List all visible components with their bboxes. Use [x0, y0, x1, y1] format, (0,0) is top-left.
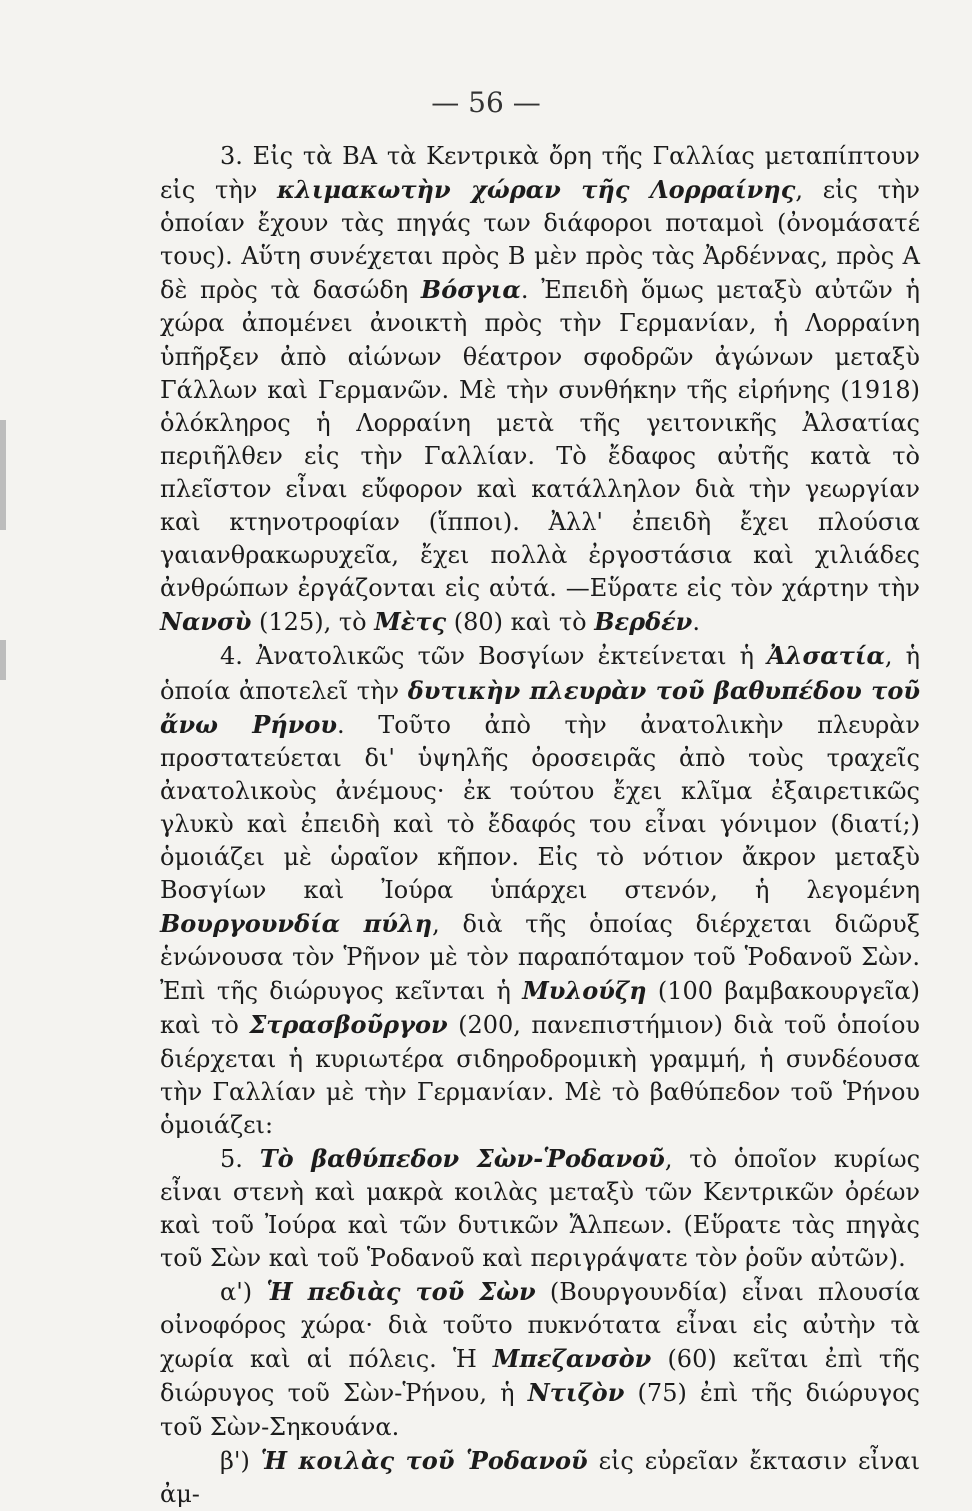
- body-text: [160, 140, 920, 1511]
- text-run: . Ἐπειδὴ ὅμως μεταξὺ αὐτῶν ἡ χώρα ἀπομένει ἀνοικτὴ πρὸς τὴν Γερμανίαν, ἡ Λορραίνη ὑπῆρξεν ἀπὸ αἰώνων θέατρον σφοδρῶν ἀγώνων μεταξὺ Γάλλων καὶ Γερμανῶν. Μὲ τὴν συνθήκην τῆς εἰρήνης (1918) ὁλόκληρος ἡ Λορραίνη μετὰ τῆς γειτονικῆς Ἀλσατίας περιῆλθεν εἰς τὴν Γαλλίαν. Τὸ ἔδαφος αὐτῆς κατὰ τὸ πλεῖστον εἶναι εὔφορον καὶ κατάλληλον διὰ τὴν γεωργίαν καὶ κτηνοτροφίαν (ἵπποι). Ἀλλ' ἐπειδὴ ἔχει πλούσια γαιανθρακωρυχεῖα, ἔχει πολλὰ ἐργοστάσια καὶ χιλιάδες ἀνθρώπων ἐργάζονται εἰς αὐτά. —Εὕρατε εἰς τὸν χάρτην τὴν: [160, 276, 920, 603]
- emphasized-term: Βερδέν: [594, 607, 693, 637]
- text-run: 4. Ἀνατολικῶς τῶν Βοσγίων ἐκτείνεται ἡ: [220, 642, 768, 671]
- text-run: (200, πανεπιστήμιον) διὰ τοῦ ὁποίου διέρχεται ἡ κυριωτέρα σιδηροδρομικὴ γραμμή, ἡ συνδέουσα τὴν Γαλλίαν μὲ τὴν Γερμανίαν. Μὲ τὸ βαθύπεδον τοῦ Ῥήνου ὁμοιάζει:: [160, 1011, 920, 1139]
- scan-edge-mark: [0, 640, 6, 680]
- emphasized-term: δυτικὴν πλευρὰν τοῦ βαθυπέδου τοῦ ἄνω Ρήνου: [160, 675, 920, 739]
- text-run: , εἰς τὴν ὁποίαν ἔχουν τὰς πηγάς των διάφοροι ποταμοὶ (ὀνομάσατέ τους). Αὕτη συνέχεται πρὸς Β μὲν πρὸς τὰς Ἀρδέννας, πρὸς Α δὲ πρὸς τὰ δασώδη: [160, 176, 920, 305]
- emphasized-term: κλιμακωτὴν χώραν τῆς Λορραίνης: [277, 175, 796, 205]
- paragraph: [160, 140, 920, 639]
- text-run: (80) καὶ τὸ: [446, 608, 595, 637]
- emphasized-term: Ἡ πεδιὰς τοῦ Σὼν: [266, 1277, 536, 1307]
- emphasized-term: Νανσὺ: [160, 607, 252, 637]
- emphasized-term: Μπεζανσὸν: [492, 1344, 652, 1374]
- text-run: 5.: [220, 1144, 260, 1173]
- text-run: β'): [220, 1446, 261, 1475]
- emphasized-term: Ἡ κοιλὰς τοῦ Ῥοδανοῦ: [260, 1445, 588, 1475]
- text-run: εἰς εὐρεῖαν ἔκτασιν εἶναι ἀμ-: [160, 1446, 921, 1508]
- scan-edge-mark: [0, 420, 6, 530]
- emphasized-term: Μυλούζη: [522, 976, 647, 1006]
- emphasized-term: Ἀλσατία: [767, 641, 885, 671]
- text-run: (75) ἐπὶ τῆς διώρυγος τοῦ Σὼν-Σηκουάνα.: [160, 1379, 920, 1441]
- emphasized-term: Βόσγια: [420, 275, 521, 305]
- text-run: , ἡ ὁποία ἀποτελεῖ τὴν: [160, 642, 921, 705]
- text-run: (60) κεῖται ἐπὶ τῆς διώρυγος τοῦ Σὼν-Ῥήνου, ἡ: [160, 1345, 920, 1408]
- emphasized-term: Μὲτς: [374, 607, 447, 637]
- emphasized-term: Βουργουνδία πύλη: [160, 909, 433, 939]
- text-run: 3. Εἰς τὰ ΒΑ τὰ Κεντρικὰ ὄρη τῆς Γαλλίας μεταπίπτουν εἰς τὴν: [160, 142, 920, 205]
- emphasized-term: Τὸ βαθύπεδον Σὼν-Ῥοδανοῦ: [259, 1143, 665, 1173]
- text-run: , διὰ τῆς ὁποίας διέρχεται διῶρυξ ἑνώνουσα τὸν Ῥῆνον μὲ τὸν παραπόταμον τοῦ Ῥοδανοῦ Σὼν. Ἐπὶ τῆς διώρυγος κεῖνται ἡ: [160, 910, 920, 1006]
- text-run: . Τοῦτο ἀπὸ τὴν ἀνατολικὴν πλευρὰν προστατεύεται δι' ὑψηλῆς ὀροσειρᾶς ἀπὸ τοὺς τραχεῖς ἀνατολικοὺς ἀνέμους· ἐκ τούτου ἔχει κλῖμα ἐξαιρετικῶς γλυκὺ καὶ ἐπειδὴ καὶ τὸ ἔδαφός του εἶναι γόνιμον (διατί;) ὁμοιάζει μὲ ὡραῖον κῆπον. Εἰς τὸ νότιον ἄκρον μεταξὺ Βοσγίων καὶ Ἰούρα ὑπάρχει στενόν, ἡ λεγομένη: [160, 710, 920, 905]
- emphasized-term: Ντιζὸν: [527, 1378, 625, 1408]
- text-run: (125), τὸ: [251, 608, 375, 637]
- emphasized-term: Στρασβοῦργον: [249, 1010, 448, 1040]
- text-run: (Βουργουνδία) εἶναι πλουσία οἰνοφόρος χώρα· διὰ τοῦτο πυκνότατα εἶναι εἰς αὐτὴν τὰ χωρία καὶ αἱ πόλεις. Ἡ: [160, 1278, 921, 1374]
- paragraph: [160, 1275, 920, 1443]
- text-run: , τὸ ὁποῖον κυρίως εἶναι στενὴ καὶ μακρὰ κοιλὰς μεταξὺ τῶν Κεντρικῶν ὀρέων καὶ τοῦ Ἰούρα καὶ τῶν δυτικῶν Ἄλπεων. (Εὕρατε τὰς πηγὰς τοῦ Σὼν καὶ τοῦ Ῥοδανοῦ καὶ περιγράψατε τὸν ῥοῦν αὐτῶν).: [160, 1144, 921, 1273]
- paragraph: [160, 1142, 920, 1275]
- text-run: (100 βαμβακουργεῖα) καὶ τὸ: [160, 977, 920, 1040]
- paragraph: [160, 639, 920, 1141]
- page-number: — 56 —: [431, 86, 541, 119]
- text-run: α'): [220, 1278, 267, 1307]
- paragraph: [160, 1444, 920, 1511]
- text-run: .: [692, 608, 700, 637]
